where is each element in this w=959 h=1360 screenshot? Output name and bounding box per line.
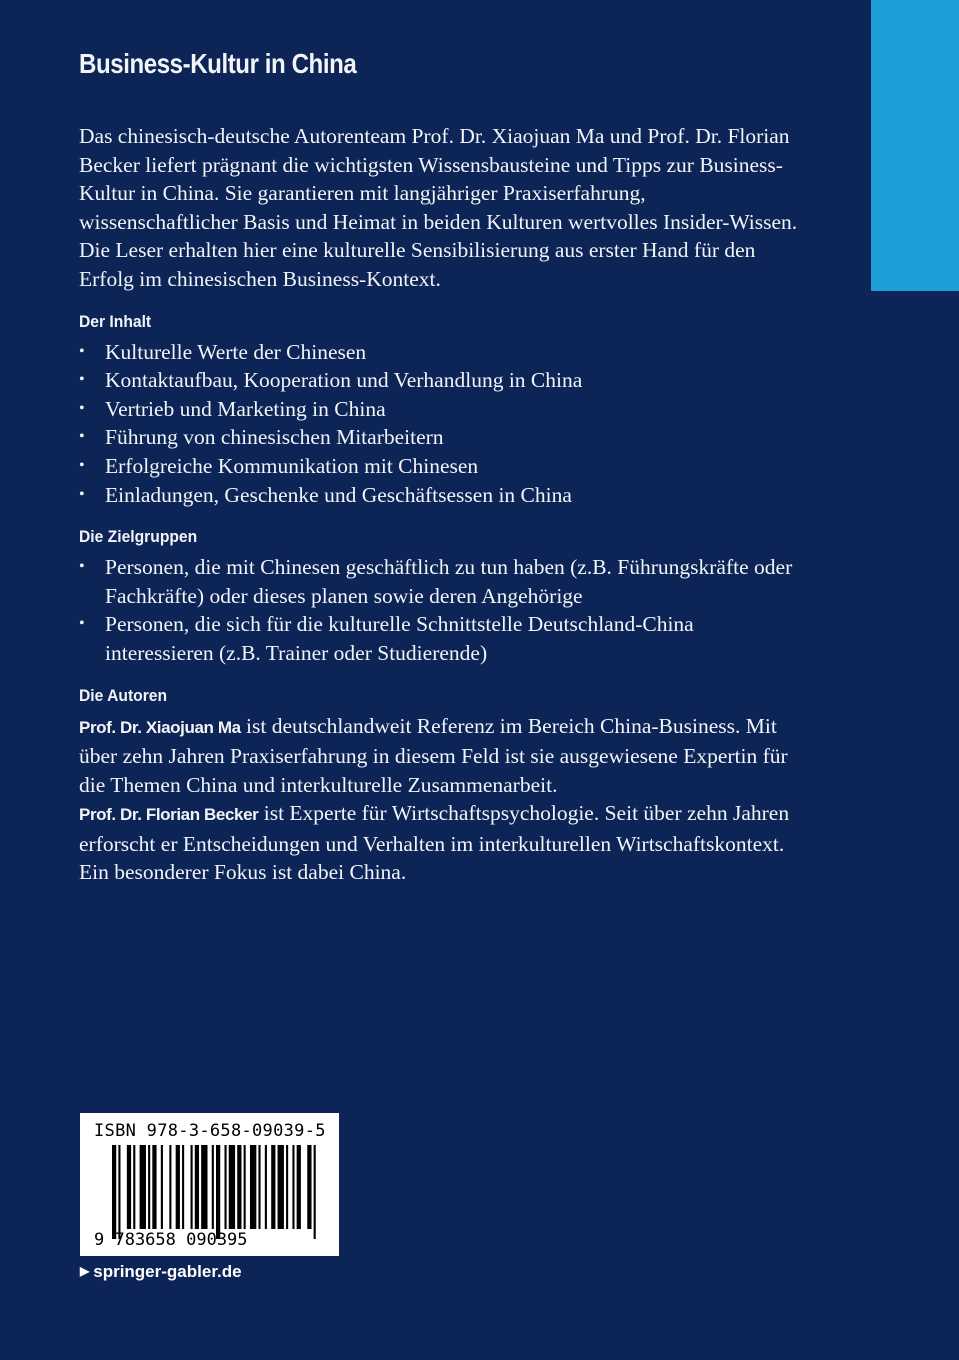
section-heading-autoren: Die Autoren <box>79 685 168 705</box>
barcode-bar <box>265 1145 267 1229</box>
list-item: • Vertrieb und Marketing in China <box>79 395 799 424</box>
intro-paragraph: Das chinesisch-deutsche Autorenteam Prof. Dr. Xiaojuan Ma und Prof. Dr. Florian Becker liefert prägnant die wichtigsten Wissensbausteine und Tipps zur Business-Kultur in China. Sie garantieren mit langjähriger Praxiserfahrung, wissenschaftlicher Basis und Heimat in beiden Kulturen wertvolles Insider-Wissen. Die Leser erhalten hier eine kulturelle Sensibilisierung aus erster Hand für den Erfolg im chinesischen Business-Kontext. <box>79 124 798 291</box>
list-item: • Kontaktaufbau, Kooperation und Verhandlung in China <box>79 366 799 395</box>
barcode-bar <box>258 1145 260 1229</box>
isbn-label: ISBN 978-3-658-09039-5 <box>94 1121 326 1141</box>
barcode-bar <box>297 1145 301 1229</box>
author-name: Prof. Dr. Xiaojuan Ma <box>79 717 241 737</box>
publisher-link[interactable]: ▶ springer-gabler.de <box>80 1262 242 1281</box>
barcode-bar <box>271 1145 275 1229</box>
barcode-bar <box>140 1145 146 1229</box>
barcode-digits: 9 783658 090395 <box>94 1230 248 1250</box>
barcode-bar <box>224 1145 226 1229</box>
bullet-icon: • <box>79 615 85 633</box>
barcode-bar <box>195 1145 199 1229</box>
isbn-barcode-box <box>80 1113 339 1256</box>
barcode-bar <box>292 1145 294 1229</box>
barcode-bar <box>201 1145 207 1229</box>
bullet-icon: • <box>79 456 85 474</box>
list-item: • Führung von chinesischen Mitarbeitern <box>79 423 799 452</box>
barcode-image <box>112 1145 320 1239</box>
bullet-icon: • <box>79 558 85 576</box>
barcode-bar <box>278 1145 284 1229</box>
barcode-bar <box>286 1145 288 1229</box>
barcode-bar <box>250 1145 256 1229</box>
barcode-bar <box>191 1145 193 1229</box>
back-cover-content <box>79 44 799 887</box>
bullet-icon: • <box>79 399 85 417</box>
list-item: • Einladungen, Geschenke und Geschäftsessen in China <box>79 481 799 510</box>
barcode-bar <box>161 1145 163 1229</box>
barcode-bar <box>212 1145 214 1229</box>
bullet-icon: • <box>79 342 85 360</box>
author-bio-becker: Prof. Dr. Florian Becker ist Experte für Wirtschaftspsychologie. Seit über zehn Jahren erforscht er Entscheidungen und Verhalten im interkulturellen Wirtschaftskontext. Ein besonderer Fokus ist dabei China. <box>79 801 790 885</box>
barcode-bar <box>314 1145 316 1239</box>
barcode-bar <box>244 1145 246 1229</box>
barcode-bar <box>237 1145 241 1229</box>
section-heading-zielgruppen: Die Zielgruppen <box>79 527 198 547</box>
barcode-bar <box>118 1145 120 1239</box>
author-bio-ma: Prof. Dr. Xiaojuan Ma ist deutschlandweit Referenz im Bereich China-Business. Mit über zehn Jahren Praxiserfahrung in diesem Feld ist sie ausgewiesene Expertin für die Themen China und interkulturelle Zusammenarbeit. <box>79 713 788 797</box>
barcode-bar <box>148 1145 150 1229</box>
barcode-bar <box>216 1145 220 1239</box>
inhalt-list <box>79 338 799 510</box>
bullet-icon: • <box>79 428 85 446</box>
barcode-bar <box>112 1145 116 1239</box>
author-name: Prof. Dr. Florian Becker <box>79 805 259 825</box>
barcode-bar <box>307 1145 311 1229</box>
barcode-bar <box>176 1145 180 1229</box>
list-item: • Personen, die mit Chinesen geschäftlich zu tun haben (z.B. Führungskräfte oder Fachkräfte) oder dieses planen sowie deren Angehörige <box>79 555 793 608</box>
list-item: • Personen, die sich für die kulturelle Schnittstelle Deutschland-China interessieren (z.B. Trainer oder Studierende) <box>79 612 694 665</box>
bullet-icon: • <box>79 485 85 503</box>
barcode-bar <box>229 1145 235 1229</box>
play-triangle-icon: ▶ <box>80 1264 90 1278</box>
barcode-bar <box>182 1145 184 1229</box>
barcode-bar <box>152 1145 156 1229</box>
barcode-bar <box>169 1145 171 1229</box>
barcode-bar <box>133 1145 135 1229</box>
accent-bar <box>871 0 959 291</box>
list-item: • Erfolgreiche Kommunikation mit Chinesen <box>79 452 799 481</box>
section-heading-inhalt: Der Inhalt <box>79 311 152 331</box>
barcode-bar <box>127 1145 131 1229</box>
book-title: Business-Kultur in China <box>79 48 357 79</box>
zielgruppen-list <box>79 553 799 667</box>
list-item: • Kulturelle Werte der Chinesen <box>79 338 799 367</box>
bullet-icon: • <box>79 371 85 389</box>
